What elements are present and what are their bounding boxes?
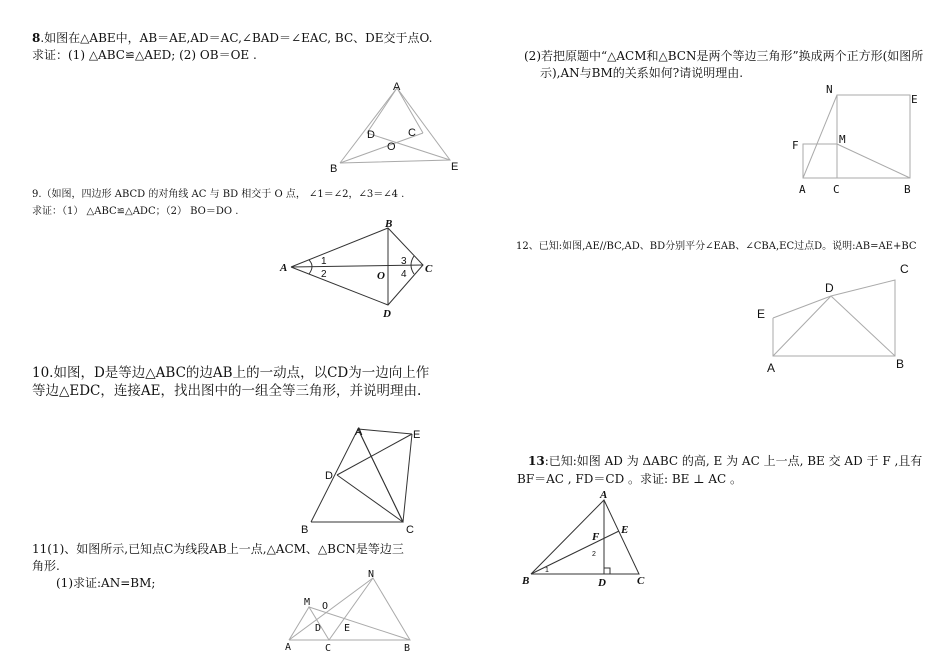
q11-line3: (1)求证:AN=BM;: [56, 576, 156, 590]
q12-line1: 12、已知:如图,AE//BC,AD、BD分别平分∠EAB、∠CBA,EC过点D。说明:AB=AE+BC: [516, 241, 917, 252]
q10-label-E: E: [413, 429, 421, 441]
q10-line2: 等边△EDC，连接AE，找出图中的一组全等三角形，并说明理由.: [32, 383, 422, 399]
q9-label-4: 4: [401, 269, 407, 280]
q8-label-B: B: [330, 163, 338, 175]
q11-line1: 11(1)、如图所示,已知点C为线段AB上一点,△ACM、△BCN是等边三: [32, 542, 404, 556]
q9-label-O: O: [377, 270, 385, 282]
q8-number: 8: [32, 31, 41, 45]
q13-label-E: E: [621, 524, 629, 536]
q9-label-B: B: [385, 218, 393, 230]
q11b-label-M: M: [839, 133, 846, 146]
q13-label-F: F: [592, 531, 600, 543]
q9-label-D: D: [383, 308, 391, 320]
figure-q11: [285, 569, 410, 654]
q11b-label-A: A: [799, 183, 806, 196]
figure-q8: [330, 81, 458, 175]
q11b-label-F: F: [792, 139, 799, 152]
q11-label-C: C: [325, 643, 332, 654]
q12-label-C: C: [900, 262, 909, 276]
q10-label-A: A: [355, 426, 363, 438]
q11-label-A: A: [285, 642, 292, 653]
q11b-line2: 示),AN与BM的关系如何?请说明理由.: [540, 66, 744, 80]
q12-label-A: A: [767, 361, 776, 375]
q13-line2: BF＝AC , FD＝CD 。求证: BE ⊥ AC 。: [517, 472, 743, 486]
q13-line1: 13:已知:如图 AD 为 ΔABC 的高, E 为 AC 上一点, BE 交 AD 于 F ,且有: [528, 454, 923, 468]
q10-label-B: B: [301, 524, 309, 536]
q10-label-C: C: [406, 524, 414, 536]
q13-number: 13: [528, 454, 545, 468]
q11-label-E: E: [344, 623, 351, 634]
q9-label-C: C: [425, 263, 433, 275]
q11-label-D: D: [315, 623, 322, 634]
q11b-line1: (2)若把原题中“△ACM和△BCN是两个等边三角形”换成两个正方形(如图所: [524, 49, 924, 63]
q11b-label-N: N: [826, 83, 833, 96]
q8-line2: 求证：(1) △ABC≌△AED; (2) OB＝OE .: [32, 48, 257, 62]
q11-label-N: N: [368, 569, 375, 580]
q13-label-A: A: [600, 489, 608, 501]
figure-q9: [279, 218, 433, 320]
figure-q11b: [792, 83, 918, 196]
figure-q12: [757, 262, 909, 375]
q11b-label-C: C: [833, 183, 840, 196]
q8-line1: 8.如图在△ABE中，AB＝AE,AD＝AC,∠BAD＝∠EAC, BC、DE交于点O.: [32, 31, 433, 45]
figure-q13: [521, 489, 645, 589]
q9-label-A: A: [280, 262, 288, 274]
q13-label-B: B: [522, 575, 530, 587]
q9-label-1: 1: [321, 256, 327, 267]
q9-line2: 求证：（1） △ABC≌△ADC；（2） BO＝DO .: [32, 206, 239, 217]
q12-label-B: B: [896, 357, 905, 371]
q8-label-D: D: [367, 129, 375, 141]
q11-label-M: M: [304, 597, 311, 608]
q9-label-3: 3: [401, 256, 407, 267]
q12-label-D: D: [825, 281, 834, 295]
q8-label-E: E: [451, 161, 459, 173]
q10-label-D: D: [325, 470, 333, 482]
q8-label-A: A: [393, 81, 401, 93]
q12-label-E: E: [757, 307, 766, 321]
q11b-label-E: E: [911, 93, 918, 106]
q13-label-D: D: [598, 577, 606, 589]
figure-q10: [301, 426, 420, 536]
q8-label-O: O: [387, 141, 396, 153]
q11b-label-B: B: [904, 183, 911, 196]
q11-label-O: O: [322, 601, 329, 612]
q8-label-C: C: [408, 127, 416, 139]
q9-line1: 9.（如图，四边形 ABCD 的对角线 AC 与 BD 相交于 O 点， ∠1＝∠2，∠3＝∠4 .: [32, 189, 405, 200]
q9-label-2: 2: [321, 269, 327, 280]
q13-label-2: 2: [592, 551, 596, 558]
q13-label-1: 1: [545, 567, 549, 574]
q11-label-B: B: [404, 643, 411, 654]
q10-line1: 10.如图，D是等边△ABC的边AB上的一动点，以CD为一边向上作: [32, 365, 430, 381]
q13-label-C: C: [637, 575, 645, 587]
q11-line2: 角形.: [32, 559, 60, 573]
